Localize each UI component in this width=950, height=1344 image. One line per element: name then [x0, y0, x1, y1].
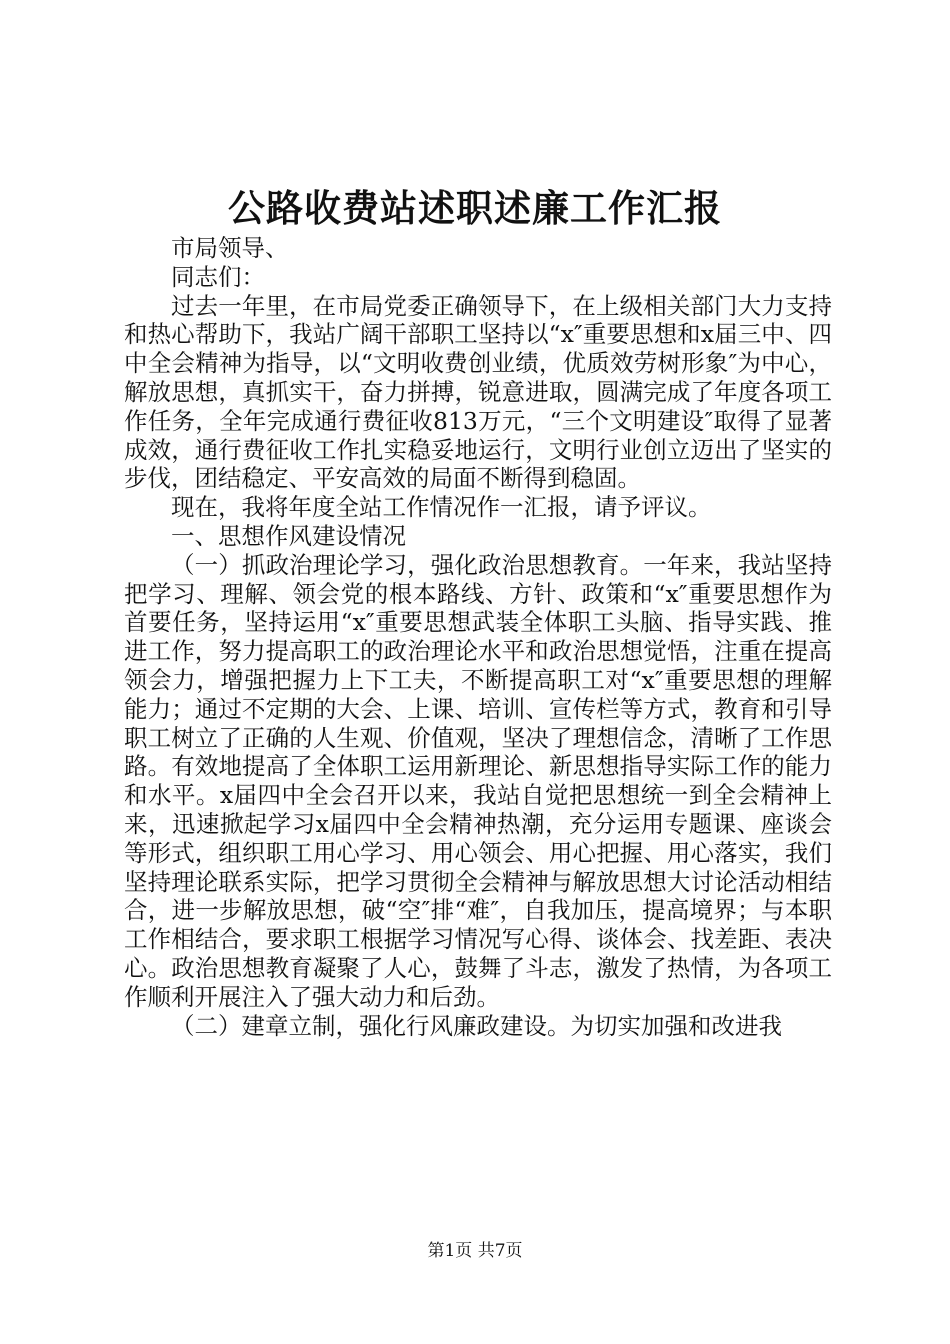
document-title: 公路收费站述职述廉工作汇报: [228, 186, 722, 230]
page-number-footer: 第1页 共7页: [427, 1241, 523, 1261]
paragraph-rules-integrity: （二）建章立制，强化行风廉政建设。为切实加强和改进我: [171, 1011, 782, 1040]
section-heading-ideology: 一、思想作风建设情况: [171, 521, 406, 550]
salutation-comrades: 同志们：: [171, 262, 265, 291]
paragraph-report-intro: 现在，我将年度全站工作情况作一汇报，请予评议。: [171, 493, 712, 522]
document-body: [124, 234, 832, 1040]
paragraph-summary: 过去一年里，在市局党委正确领导下，在上级相关部门大力支持和热心帮助下，我站广阔干部职工坚持以“x″重要思想和x届三中、四中全会精神为指导，以“文明收费创业绩，优质效劳树形象″为中心，解放思想，真抓实干，奋力拼搏，锐意进取，圆满完成了年度各项工作任务，全年完成通行费征收813万元，“三个文明建设″取得了显著成效，通行费征收工作扎实稳妥地运行，文明行业创立迈出了坚实的步伐，团结稳定、平安高效的局面不断得到稳固。: [124, 291, 832, 493]
salutation-leaders: 市局领导、: [171, 234, 289, 262]
paragraph-political-study: （一）抓政治理论学习，强化政治思想教育。一年来，我站坚持把学习、理解、领会党的根本路线、方针、政策和“x″重要思想作为首要任务，坚持运用“x″重要思想武装全体职工头脑、指导实践、推进工作，努力提高职工的政治理论水平和政治思想觉悟，注重在提高领会力，增强把握力上下工夫，不断提高职工对“x″重要思想的理解能力；通过不定期的大会、上课、培训、宣传栏等方式，教育和引导职工树立了正确的人生观、价值观，坚决了理想信念，清晰了工作思路。有效地提高了全体职工运用新理论、新思想指导实际工作的能力和水平。x届四中全会召开以来，我站自觉把思想统一到全会精神上来，迅速掀起学习x届四中全会精神热潮，充分运用专题课、座谈会等形式，组织职工用心学习、用心领会、用心把握、用心落实，我们坚持理论联系实际，把学习贯彻全会精神与解放思想大讨论活动相结合，进一步解放思想，破“空″排“难″，自我加压，提高境界；与本职工作相结合，要求职工根据学习情况写心得、谈体会、找差距、表决心。政治思想教育凝聚了人心，鼓舞了斗志，激发了热情，为各项工作顺利开展注入了强大动力和后劲。: [124, 550, 832, 1011]
